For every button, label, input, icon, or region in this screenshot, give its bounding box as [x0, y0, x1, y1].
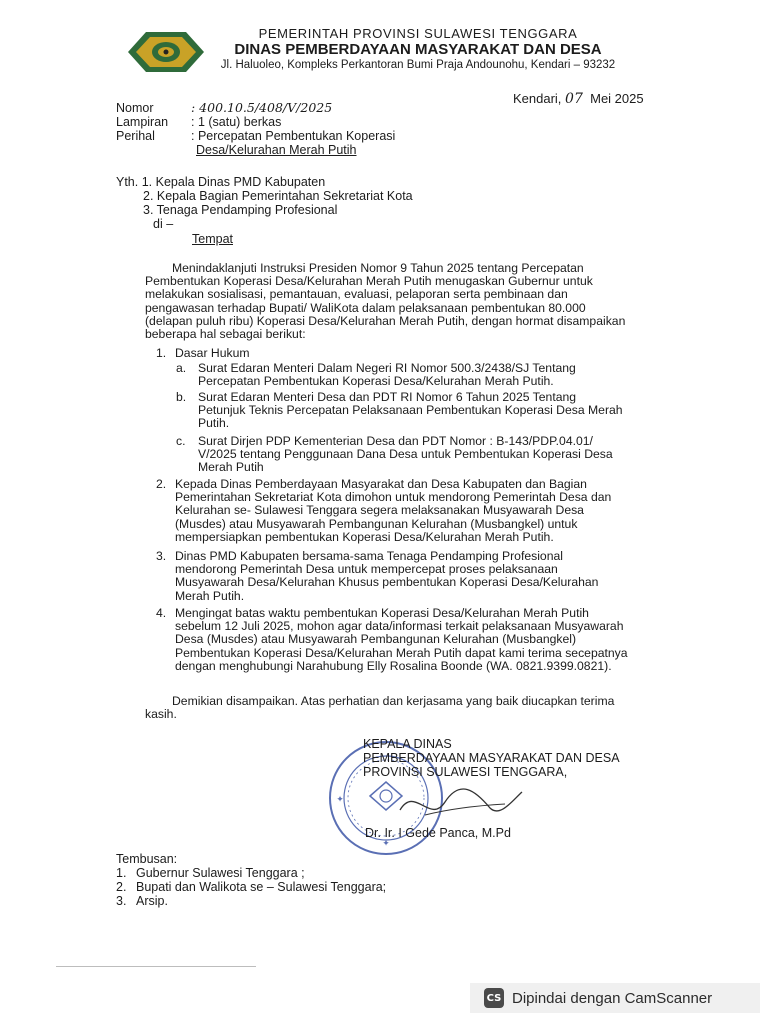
intro-paragraph: [145, 262, 657, 341]
letterhead-government: PEMERINTAH PROVINSI SULAWESI TENGGARA: [258, 26, 578, 41]
sub-line: Petunjuk Teknis Percepatan Pelaksanaan Pembentukan Koperasi Desa Merah: [198, 403, 623, 418]
letterhead-address: Jl. Haluoleo, Kompleks Perkantoran Bumi Praja Andounohu, Kendari – 93232: [220, 59, 616, 71]
letterhead: [208, 26, 628, 73]
perihal-value-2: Desa/Kelurahan Merah Putih: [196, 143, 357, 157]
copies-list: [116, 852, 386, 908]
copies-text: Gubernur Sulawesi Tenggara ;: [136, 866, 305, 880]
signatory-name: Dr. Ir. I Gede Panca, M.Pd: [365, 826, 511, 840]
closing-line: Demikian disampaikan. Atas perhatian dan kerjasama yang baik diucapkan terima: [172, 694, 615, 708]
copies-text: Bupati dan Walikota se – Sulawesi Tenggara;: [136, 880, 387, 894]
intro-line: Menindaklanjuti Instruksi Presiden Nomor 9 Tahun 2025 tentang Percepatan: [172, 261, 584, 275]
nomor-value: : 400.10.5/408/V/2025: [191, 100, 333, 115]
perihal-row-2: [116, 143, 395, 157]
sub-line: Surat Edaran Menteri Dalam Negeri RI Nomor 500.3/2438/SJ Tentang: [198, 361, 576, 375]
point-line: Kelurahan se- Sulawesi Tenggara segera melaksanakan Musyawarah Desa: [175, 503, 584, 518]
intro-line: (delapan puluh ribu) Koperasi Desa/Kelurahan Merah Putih, dengan hormat disampaikan: [145, 313, 626, 328]
point-line: Merah Putih.: [175, 588, 245, 603]
point-number: 1.: [156, 346, 167, 360]
nomor-row: [116, 101, 395, 115]
signature-block: [363, 737, 620, 779]
intro-line: Pembentukan Koperasi Desa/Kelurahan Merah Putih menugaskan Gubernur untuk: [145, 274, 593, 289]
recipient-3: 3. Tenaga Pendamping Profesional: [143, 203, 338, 217]
sub-line: Merah Putih: [198, 460, 264, 475]
copies-item: [116, 894, 386, 908]
letter-date: [513, 91, 644, 107]
recipient-2: 2. Kepala Bagian Pemerintahan Sekretariat Kota: [143, 189, 413, 203]
nomor-label: Nomor: [116, 101, 154, 115]
province-logo: [126, 28, 206, 76]
sub-line: Surat Edaran Menteri Desa dan PDT RI Nomor 6 Tahun 2025 Tentang: [198, 390, 577, 404]
point-line: mempersiapkan pembentukan Koperasi Desa/Kelurahan Merah Putih.: [175, 529, 554, 544]
sub-letter: c.: [176, 434, 186, 448]
copies-item: [116, 880, 386, 894]
point-line: Pembentukan Koperasi Desa/Kelurahan Merah Putih dapat kami terima secepatnya: [175, 645, 628, 660]
point-line: (Musdes) atau Musyawarah Pembangunan Kelurahan (Musbangkel) untuk: [175, 516, 578, 531]
copies-title: Tembusan:: [116, 852, 178, 866]
date-month-year: Mei 2025: [590, 91, 644, 106]
camscanner-icon: CS: [484, 988, 504, 1008]
copies-text: Arsip.: [136, 894, 168, 908]
intro-line: pengawasan terhadap Bupati/ WaliKota dalam pelaksanaan pembentukan 80.000: [145, 300, 586, 315]
sub-letter: b.: [176, 390, 187, 404]
point-line: Desa (Musdes) atau Musyawarah Pembangunan Kelurahan (Musbangkel): [175, 632, 577, 647]
point-line: Musyawarah Desa/Kelurahan Khusus pembentukan Koperasi Desa/Kelurahan: [175, 575, 599, 590]
letterhead-agency: DINAS PEMBERDAYAAN MASYARAKAT DAN DESA: [234, 41, 602, 58]
point-line: Mengingat batas waktu pembentukan Koperasi Desa/Kelurahan Merah Putih: [175, 606, 589, 620]
intro-line: melakukan sosialisasi, pemantauan, evaluasi, pelaporan serta pembinaan dan: [145, 287, 568, 302]
copies-number: 1.: [116, 866, 127, 880]
point-line: dengan menghubungi Narahubung Elly Rosalina Boonde (WA. 0821.9399.0821).: [175, 658, 612, 673]
sub-line: Percepatan Pembentukan Koperasi Desa/Kelurahan Merah Putih.: [198, 374, 554, 389]
letter-meta: [116, 101, 395, 157]
point-line: Kepada Dinas Pemberdayaan Masyarakat dan Desa Kabupaten dan Bagian: [175, 477, 587, 491]
camscanner-text: Dipindai dengan CamScanner: [512, 989, 713, 1007]
point-line: sebelum 12 Juli 2025, mohon agar data/informasi terkait pelaksanaan Musyawarah: [175, 619, 624, 634]
perihal-value: : Percepatan Pembentukan Koperasi: [191, 129, 396, 143]
sub-letter: a.: [176, 361, 187, 375]
footer-rule: [56, 966, 256, 967]
sub-line: Surat Dirjen PDP Kementerian Desa dan PDT Nomor : B-143/PDP.04.01/: [198, 434, 593, 448]
point-number: 2.: [156, 477, 167, 491]
copies-item: [116, 866, 386, 880]
recipient-line-1: [116, 175, 413, 189]
recipient-di: di –: [153, 217, 174, 231]
lampiran-row: [116, 115, 395, 129]
handwritten-signature: [395, 780, 525, 830]
lampiran-label: Lampiran: [116, 115, 169, 129]
signature-title-3: PROVINSI SULAWESI TENGGARA,: [363, 765, 568, 779]
recipient-tempat: Tempat: [192, 232, 233, 246]
point-line: Pemerintahan Sekretariat Kota dimohon untuk mendorong Pemerintah Desa dan: [175, 490, 612, 505]
recipient-1: 1. Kepala Dinas PMD Kabupaten: [141, 175, 326, 189]
date-place: Kendari,: [513, 91, 562, 106]
yth-label: Yth.: [116, 175, 139, 189]
camscanner-watermark: [470, 983, 760, 1013]
perihal-row: [116, 129, 395, 143]
date-day: 07: [565, 91, 583, 107]
point-title: Dasar Hukum: [175, 346, 250, 360]
point-line: Dinas PMD Kabupaten bersama-sama Tenaga Pendamping Profesional: [175, 549, 563, 563]
sub-line: Putih.: [198, 416, 230, 431]
point-line: mendorong Pemerintah Desa untuk mempercepat proses pelaksanaan: [175, 562, 558, 577]
signature-title-1: KEPALA DINAS: [363, 737, 452, 751]
intro-line: beberapa hal sebagai berikut:: [145, 327, 306, 342]
perihal-label: Perihal: [116, 129, 155, 143]
sub-line: V/2025 tentang Penggunaan Dana Desa untuk Pembentukan Koperasi Desa: [198, 447, 613, 462]
signature-title-2: PEMBERDAYAAN MASYARAKAT DAN DESA: [363, 751, 620, 765]
point-number: 4.: [156, 606, 167, 620]
svg-text:✦: ✦: [336, 795, 344, 805]
closing-paragraph: [145, 695, 657, 721]
recipient-block: [116, 175, 413, 231]
closing-line: kasih.: [145, 707, 177, 722]
point-number: 3.: [156, 549, 167, 563]
svg-text:✦: ✦: [382, 839, 390, 849]
copies-number: 2.: [116, 880, 127, 894]
copies-number: 3.: [116, 894, 127, 908]
lampiran-value: : 1 (satu) berkas: [191, 115, 282, 129]
